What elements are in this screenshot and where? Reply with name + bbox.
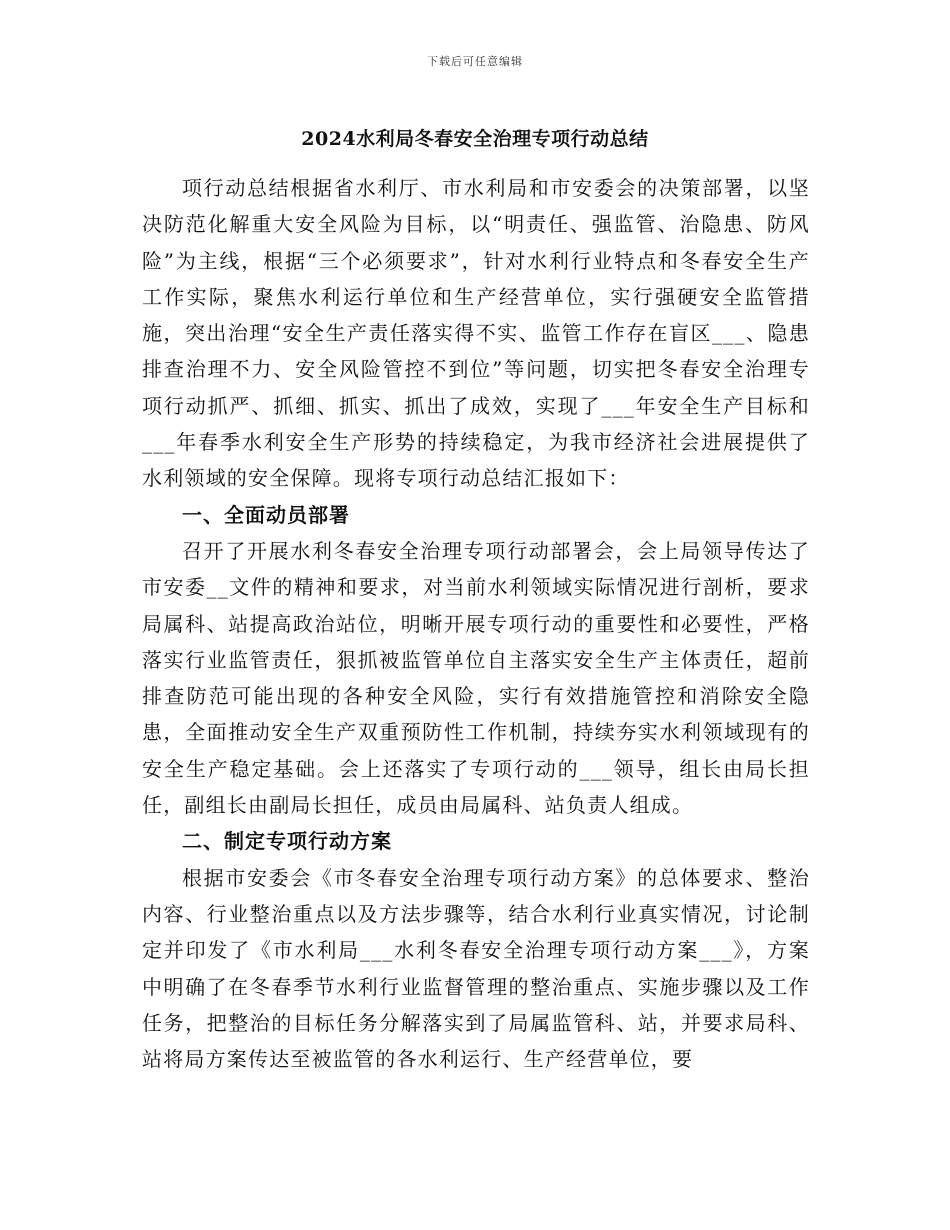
intro-paragraph: 项行动总结根据省水利厅、市水利局和市安委会的决策部署，以坚决防范化解重大安全风险为目标，以“明责任、强监管、治隐患、防风险”为主线，根据“三个必须要求”，针对水利行业特点和冬春安全生产工作实际，聚焦水利运行单位和生产经营单位，实行强硬安全监管措施，突出治理“安全生产责任落实得不实、监管工作存在盲区___、隐患排查治理不力、安全风险管控不到位”等问题，切实把冬春安全治理专项行动抓严、抓细、抓实、抓出了成效，实现了___年安全生产目标和___年春季水利安全生产形势的持续稳定，为我市经济社会进展提供了水利领域的安全保障。现将专项行动总结汇报如下：	[142, 176, 810, 491]
section-heading-2: 二、制定专项行动方案	[182, 829, 392, 854]
document-title: 2024水利局冬春安全治理专项行动总结	[301, 128, 649, 150]
page-header-note: 下载后可任意编辑	[427, 55, 523, 68]
document-body	[142, 170, 810, 1077]
section-paragraph-2: 根据市安委会《市冬春安全治理专项行动方案》的总体要求、整治内容、行业整治重点以及方法步骤等，结合水利行业真实情况，讨论制定并印发了《市水利局___水利冬春安全治理专项行动方案___》，方案中明确了在冬春季节水利行业监督管理的整治重点、实施步骤以及工作任务，把整治的目标任务分解落实到了局属监管科、站，并要求局科、站将局方案传达至被监管的各水利运行、生产经营单位，要	[142, 865, 810, 1072]
section-heading-1: 一、全面动员部署	[182, 502, 350, 527]
section-paragraph-1: 召开了开展水利冬春安全治理专项行动部署会，会上局领导传达了市安委__文件的精神和要求，对当前水利领域实际情况进行剖析，要求局属科、站提高政治站位，明晰开展专项行动的重要性和必要性，严格落实行业监管责任，狠抓被监管单位自主落实安全生产主体责任，超前排查防范可能出现的各种安全风险，实行有效措施管控和消除安全隐患，全面推动安全生产双重预防性工作机制，持续夯实水利领域现有的安全生产稳定基础。会上还落实了专项行动的___领导，组长由局长担任，副组长由副局长担任，成员由局属科、站负责人组成。	[142, 538, 810, 818]
